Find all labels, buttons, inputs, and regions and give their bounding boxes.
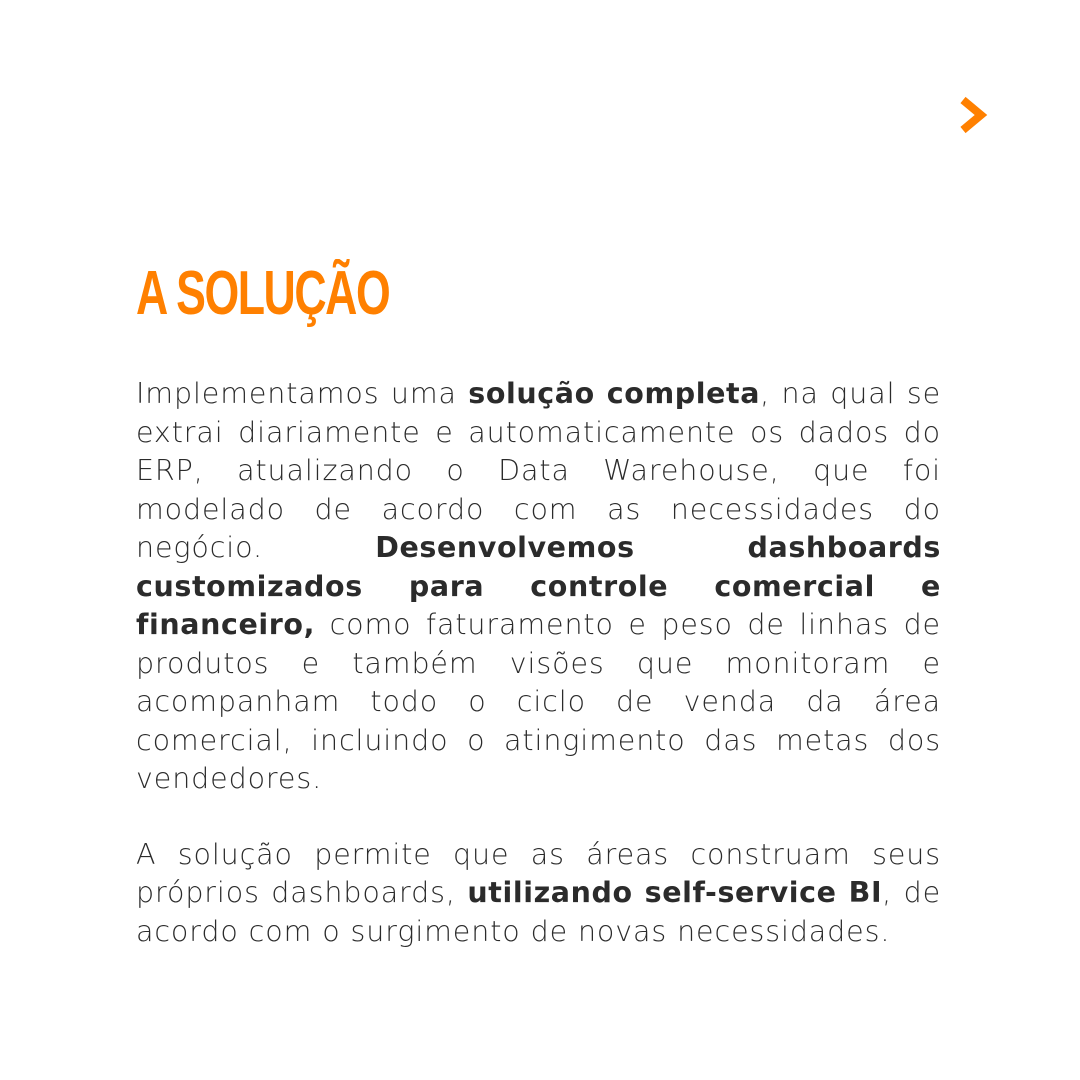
paragraph-text: A solução permite que as áreas construam seus próprios dashboards, (136, 837, 941, 909)
next-slide-button[interactable] (956, 96, 992, 134)
paragraph-text: como faturamento e peso de linhas de produtos e também visões que monitoram e acompanham todo o ciclo de venda da área comercial, incluindo o atingimento das metas dos vendedores. (136, 608, 941, 795)
highlight-text: Desenvolvemos dashboards customizados para controle comercial e financeiro, (136, 531, 941, 641)
paragraph-text: Implementamos uma (136, 377, 469, 410)
paragraph-text: , de acordo com o surgimento de novas necessidades. (136, 876, 942, 948)
chevron-right-icon (956, 96, 992, 134)
highlight-text: solução completa (468, 377, 761, 410)
paragraph-text: , na qual se extrai diariamente e automaticamente os dados do ERP, atualizando o Data Warehouse, que foi modelado de acordo com as necessidades do negócio. (136, 377, 941, 564)
page-title: A SOLUÇÃO (136, 259, 390, 328)
paragraph-solution (136, 375, 941, 799)
body-text (136, 375, 941, 951)
paragraph-self-service (136, 836, 941, 952)
highlight-text: utilizando self-service BI (467, 876, 883, 909)
